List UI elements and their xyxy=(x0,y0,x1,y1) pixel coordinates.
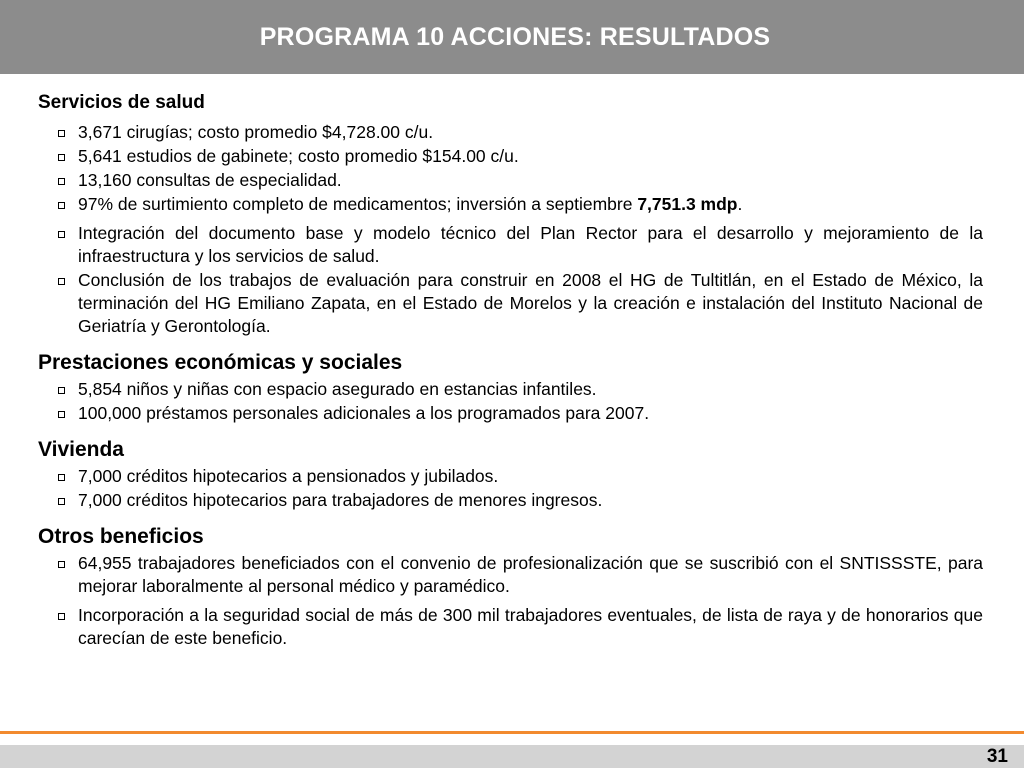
bold-amount: 7,751.3 mdp xyxy=(637,193,738,214)
slide-header xyxy=(0,0,1024,74)
list-item: 97% de surtimiento completo de medicamentos; inversión a septiembre 7,751.3 mdp. xyxy=(38,193,983,216)
section-title: Prestaciones económicas y sociales xyxy=(38,350,403,374)
section-title: Servicios de salud xyxy=(38,92,205,113)
list-item: 7,000 créditos hipotecarios a pensionados y jubilados. xyxy=(38,465,983,488)
checkbox-bullet-icon xyxy=(58,178,65,185)
bullet-list xyxy=(38,121,983,338)
list-item: Conclusión de los trabajos de evaluación para construir en 2008 el HG de Tultitlán, en el Estado de México, la terminación del HG Emiliano Zapata, en el Estado de Morelos y la creación e instalación del Instituto Nacional de Geriatría y Gerontología. xyxy=(38,269,983,338)
checkbox-bullet-icon xyxy=(58,202,65,209)
checkbox-bullet-icon xyxy=(58,561,65,568)
checkbox-bullet-icon xyxy=(58,474,65,481)
section-vivienda xyxy=(38,437,983,512)
list-item: 3,671 cirugías; costo promedio $4,728.00 c/u. xyxy=(38,121,983,144)
section-title: Otros beneficios xyxy=(38,525,204,549)
bullet-list xyxy=(38,378,983,425)
bullet-list xyxy=(38,552,983,650)
checkbox-bullet-icon xyxy=(58,231,65,238)
checkbox-bullet-icon xyxy=(58,613,65,620)
list-item: Integración del documento base y modelo técnico del Plan Rector para el desarrollo y mejoramiento de la infraestructura y los servicios de salud. xyxy=(38,222,983,268)
bullet-list xyxy=(38,465,983,512)
section-title: Vivienda xyxy=(38,437,124,461)
slide-content xyxy=(38,92,983,651)
section-otros-beneficios xyxy=(38,524,983,650)
list-item: 13,160 consultas de especialidad. xyxy=(38,169,983,192)
section-servicios-de-salud xyxy=(38,92,983,338)
checkbox-bullet-icon xyxy=(58,498,65,505)
list-item: 64,955 trabajadores beneficiados con el convenio de profesionalización que se suscribió con el SNTISSSTE, para mejorar laboralmente al personal médico y paramédico. xyxy=(38,552,983,598)
list-item: 5,854 niños y niñas con espacio asegurado en estancias infantiles. xyxy=(38,378,983,401)
list-item: 5,641 estudios de gabinete; costo promedio $154.00 c/u. xyxy=(38,145,983,168)
page-number: 31 xyxy=(986,746,1008,767)
slide-title: PROGRAMA 10 ACCIONES: RESULTADOS xyxy=(259,22,771,51)
footer-divider xyxy=(0,731,1024,734)
checkbox-bullet-icon xyxy=(58,154,65,161)
checkbox-bullet-icon xyxy=(58,278,65,285)
list-item: Incorporación a la seguridad social de más de 300 mil trabajadores eventuales, de lista de raya y de honorarios que carecían de este beneficio. xyxy=(38,604,983,650)
section-prestaciones xyxy=(38,350,983,425)
list-item: 7,000 créditos hipotecarios para trabajadores de menores ingresos. xyxy=(38,489,983,512)
slide-footer xyxy=(0,745,1024,768)
checkbox-bullet-icon xyxy=(58,387,65,394)
checkbox-bullet-icon xyxy=(58,411,65,418)
list-item: 100,000 préstamos personales adicionales a los programados para 2007. xyxy=(38,402,983,425)
checkbox-bullet-icon xyxy=(58,130,65,137)
